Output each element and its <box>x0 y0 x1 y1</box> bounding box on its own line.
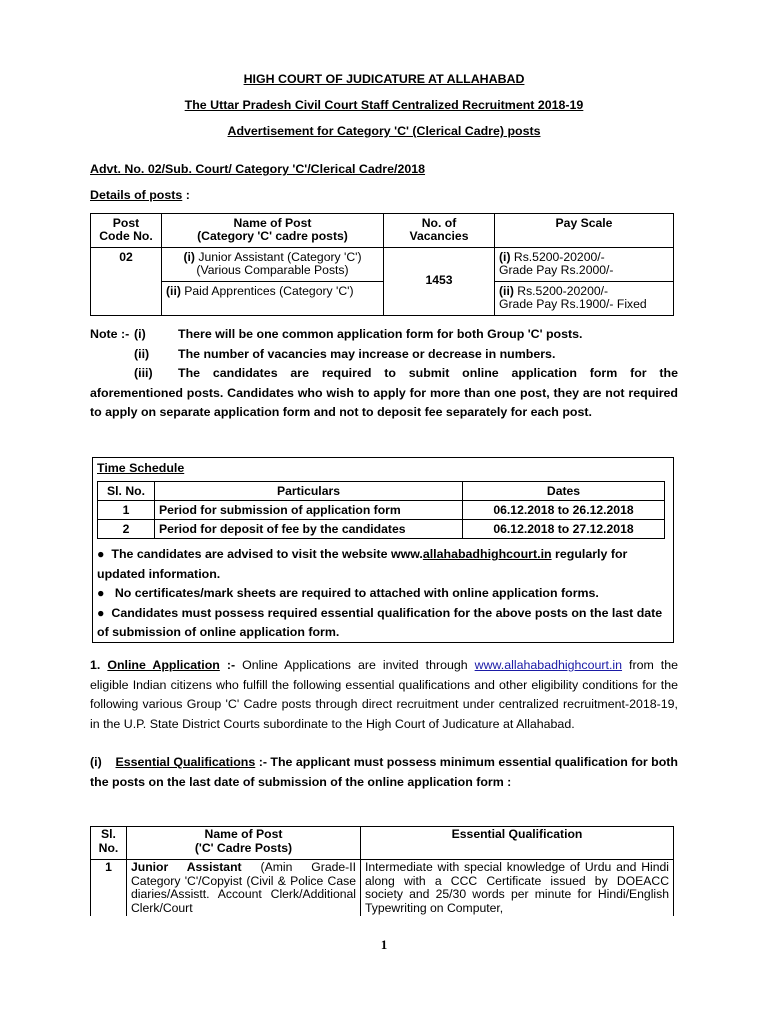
note-item-2: (ii) The number of vacancies may increase or decrease in numbers. <box>134 346 556 361</box>
schedule-header-particulars: Particulars <box>155 482 463 501</box>
schedule-dates: 06.12.2018 to 26.12.2018 <box>463 501 665 520</box>
qual-header-name: Name of Post ('C' Cadre Posts) <box>127 827 361 860</box>
table-row <box>98 501 665 520</box>
essential-qualifications-intro: (i) Essential Qualifications :- The applicant must possess minimum essential qualification for both the posts on the last date of submission of the online application form : <box>90 755 679 789</box>
header-pay-scale: Pay Scale <box>495 214 674 248</box>
schedule-header-dates: Dates <box>463 482 665 501</box>
table-row <box>98 520 665 539</box>
post-code-cell: 02 <box>91 247 162 315</box>
pay-scale-apprentice: (ii) Rs.5200-20200/- Grade Pay Rs.1900/- Fixed <box>495 281 674 315</box>
qual-header-sl: Sl. No. <box>91 827 127 860</box>
vacancies-cell: 1453 <box>384 247 495 315</box>
qualification-table-wrap <box>90 826 674 916</box>
schedule-sl: 1 <box>98 501 155 520</box>
qual-sl: 1 <box>91 860 127 917</box>
advertisement-title: Advertisement for Category 'C' (Clerical Cadre) posts <box>227 124 541 138</box>
schedule-table <box>97 481 665 539</box>
note-item-3: (iii) The candidates are required to submit online application form for the aforementioned posts. Candidates who wish to apply for more than one post, they are not required to apply on separate application form and not to deposit fee separately for each post. <box>90 366 678 419</box>
notes-section <box>90 325 678 423</box>
header-post-code: Post Code No. <box>91 214 162 248</box>
website-link[interactable]: allahabadhighcourt.in <box>422 547 552 561</box>
schedule-header-sl: Sl. No. <box>98 482 155 501</box>
online-application-link[interactable]: www.allahabadhighcourt.in <box>474 658 623 672</box>
schedule-particular: Period for submission of application form <box>155 501 463 520</box>
post-name-junior: (i) Junior Assistant (Category 'C') (Various Comparable Posts) <box>162 247 384 281</box>
header-vacancies: No. of Vacancies <box>384 214 495 248</box>
court-title: HIGH COURT OF JUDICATURE AT ALLAHABAD <box>243 72 525 86</box>
schedule-dates: 06.12.2018 to 27.12.2018 <box>463 520 665 539</box>
page-number: 1 <box>380 937 388 952</box>
advt-number: Advt. No. 02/Sub. Court/ Category 'C'/Clerical Cadre/2018 <box>90 162 426 176</box>
qual-header-qualification: Essential Qualification <box>361 827 674 860</box>
schedule-bullets <box>97 545 669 643</box>
section-online-application: 1. Online Application :- Online Applications are invited through www.allahabadhighcourt.in from the eligible Indian citizens who fulfill the following essential qualifications and other eligibility conditions for the following various Group 'C' Cadre posts through direct recruitment under centralized recruitment-2018-19, in the U.P. State District Courts subordinate to the High Court of Judicature at Allahabad. <box>90 658 678 731</box>
qual-essential: Intermediate with special knowledge of Urdu and Hindi along with a CCC Certificate issued by DOEACC society and 25/30 words per minute for Hindi/English Typewriting on Computer, <box>361 860 674 917</box>
section-number: 1. <box>90 658 101 672</box>
time-schedule-box <box>92 457 674 643</box>
qual-post-name: Junior Assistant (Amin Grade-II Category 'C'/Copyist (Civil & Police Case diaries/Assistt. Account Clerk/Additional Clerk/Court <box>127 860 361 917</box>
essential-qualifications-heading: Essential Qualifications <box>115 755 256 769</box>
time-schedule-heading: Time Schedule <box>97 461 185 475</box>
recruitment-title: The Uttar Pradesh Civil Court Staff Centralized Recruitment 2018-19 <box>184 98 584 112</box>
details-heading <box>90 187 190 204</box>
schedule-particular: Period for deposit of fee by the candidates <box>155 520 463 539</box>
qualification-table <box>90 826 674 916</box>
post-name-apprentice: (ii) Paid Apprentices (Category 'C') <box>162 281 384 315</box>
schedule-sl: 2 <box>98 520 155 539</box>
bullet-website: ● The candidates are advised to visit the website www.allahabadhighcourt.in regularly for updated information. <box>97 547 628 581</box>
details-heading-colon: : <box>182 188 190 202</box>
bullet-qualification: ● Candidates must possess required essential qualification for the above posts on the last date of submission of online application form. <box>97 605 663 639</box>
section-heading: Online Application <box>107 658 220 672</box>
header-post-name: Name of Post (Category 'C' cadre posts) <box>162 214 384 248</box>
posts-table <box>90 213 674 316</box>
pay-scale-junior: (i) Rs.5200-20200/- Grade Pay Rs.2000/- <box>495 247 674 281</box>
table-row <box>91 860 674 917</box>
bullet-certificates: ● No certificates/mark sheets are required to attached with online application forms. <box>97 586 599 600</box>
details-heading-text: Details of posts <box>90 188 183 202</box>
note-item-1: Note :- (i) There will be one common application form for both Group 'C' posts. <box>90 327 583 341</box>
